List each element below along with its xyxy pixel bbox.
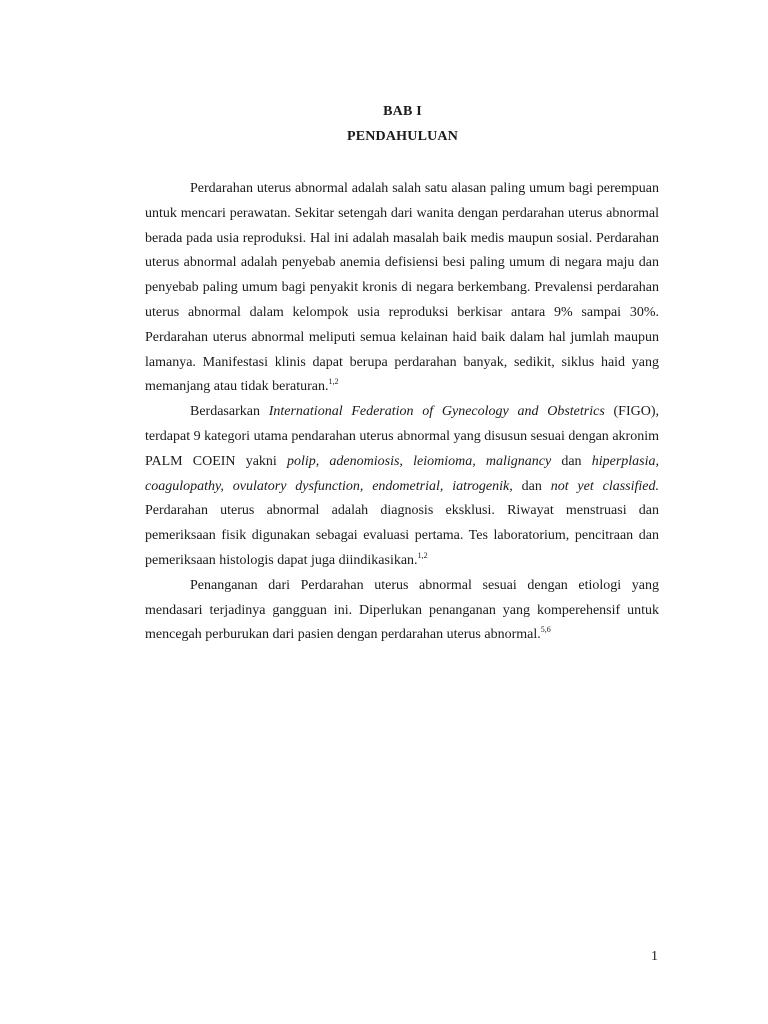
citation-superscript: 5,6 (540, 625, 551, 635)
text-run: (FIGO), terdapat 9 kategori utama pendarahan uterus abnormal yang disusun sesuai dengan akronim PALM COEIN yakni (145, 404, 659, 469)
text-run: Penanganan dari Perdarahan uterus abnormal sesuai dengan etiologi yang mendasari terjadinya gangguan ini. Diperlukan penanganan yang komperehensif untuk mencegah perburukan dari pasien dengan perdarahan uterus abnormal. (145, 577, 659, 643)
citation-superscript: 1,2 (417, 550, 428, 560)
text-run: Perdarahan uterus abnormal adalah diagnosis eksklusi. Riwayat menstruasi dan pemeriksaan fisik digunakan sebagai evaluasi pertama. Tes laboratorium, pencitraan dan pemeriksaan histologis dapat juga diindikasikan. (145, 503, 659, 568)
italic-term: hiperplasia, coagulopathy, ovulatory dysfunction, endometrial, iatrogenik, (145, 453, 659, 494)
italic-term: International Federation of Gynecology and Obstetrics (268, 404, 605, 420)
citation-superscript: 1,2 (328, 377, 339, 387)
chapter-label: BAB I (383, 104, 422, 119)
text-run: dan (512, 478, 551, 494)
paragraph-3 (145, 574, 659, 648)
italic-term: polip, adenomiosis, leiomioma, malignancy (286, 453, 552, 469)
text-run: Perdarahan uterus abnormal adalah salah satu alasan paling umum bagi perempuan untuk mencari perawatan. Sekitar setengah dari wanita dengan perdarahan uterus abnormal berada pada usia reproduksi. Hal ini adalah masalah baik medis maupun sosial. Perdarahan uterus abnormal adalah penyebab anemia defisiensi besi paling umum di negara maju dan penyebab paling umum bagi penyakit kronis di negara berkembang. Prevalensi perdarahan uterus abnormal dalam kelompok usia reproduksi berkisar antara 9% sampai 30%. Perdarahan uterus abnormal meliputi semua kelainan haid baik dalam hal jumlah maupun lamanya. Manifestasi klinis dapat berupa perdarahan banyak, sedikit, siklus haid yang memanjang atau tidak beraturan. (145, 181, 659, 395)
body-text (145, 177, 659, 648)
paragraph-1 (145, 177, 659, 400)
paragraph-2 (145, 400, 659, 574)
italic-term: not yet classified. (550, 478, 659, 494)
chapter-title: PENDAHULUAN (346, 129, 459, 144)
page-number: 1 (651, 949, 658, 964)
text-run: dan (551, 453, 592, 469)
text-run: Berdasarkan (190, 404, 269, 420)
